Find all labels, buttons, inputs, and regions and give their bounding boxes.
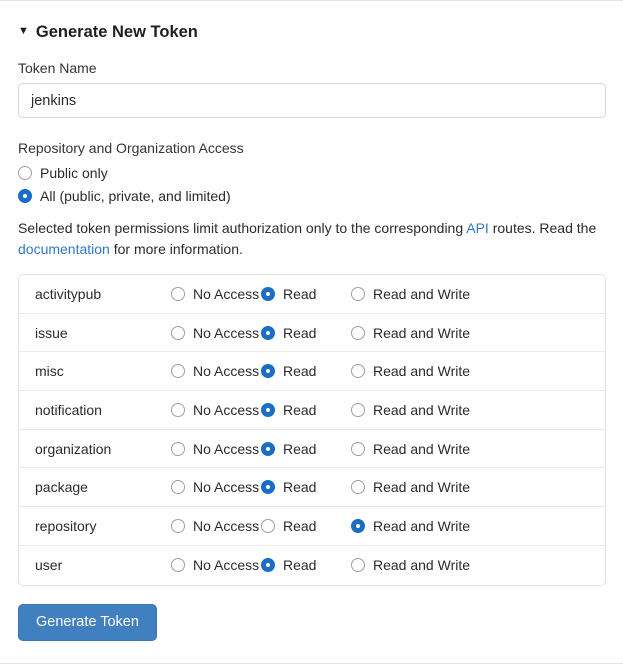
token-name-input[interactable] — [18, 83, 606, 118]
permission-option-label: Read — [283, 517, 317, 534]
radio-icon[interactable] — [171, 364, 185, 378]
permission-option-label: Read and Write — [373, 557, 471, 574]
token-name-label: Token Name — [18, 60, 97, 76]
permission-scope-name: notification — [35, 401, 102, 418]
permission-option-no-access[interactable] — [171, 441, 261, 457]
radio-icon-checked[interactable] — [351, 519, 365, 533]
permissions-table — [18, 274, 606, 586]
permission-option-label: No Access — [193, 363, 260, 380]
table-row — [19, 546, 605, 585]
radio-icon[interactable] — [351, 364, 365, 378]
chevron-down-icon[interactable]: ▼ — [18, 24, 29, 37]
permissions-note — [18, 218, 598, 260]
radio-icon[interactable] — [351, 558, 365, 572]
radio-icon-checked[interactable] — [261, 326, 275, 340]
page-title: Generate New Token — [35, 23, 198, 41]
permission-option-label: No Access — [193, 517, 260, 534]
permission-option-label: Read — [283, 557, 317, 574]
permission-option-label: Read and Write — [373, 440, 471, 457]
permission-option-label: No Access — [193, 401, 260, 418]
permission-option-read[interactable] — [261, 325, 351, 341]
generate-token-button[interactable]: Generate Token — [18, 604, 157, 641]
note-text-part2: routes. Read the — [488, 220, 597, 236]
permission-option-read-write[interactable] — [351, 325, 511, 341]
permission-option-label: Read — [283, 401, 317, 418]
radio-icon[interactable] — [171, 403, 185, 417]
permission-option-read[interactable] — [261, 363, 351, 379]
permission-scope-name: repository — [35, 517, 97, 534]
permission-option-label: Read and Write — [373, 517, 471, 534]
access-option-label: Public only — [40, 165, 108, 181]
permission-option-read[interactable] — [261, 518, 351, 534]
radio-icon-checked[interactable] — [261, 480, 275, 494]
note-text-part3: for more information. — [109, 241, 243, 257]
radio-icon[interactable] — [171, 287, 185, 301]
radio-icon-checked[interactable] — [261, 403, 275, 417]
access-option-public-only[interactable] — [18, 165, 606, 181]
radio-icon-checked[interactable] — [261, 287, 275, 301]
permission-option-label: Read and Write — [373, 285, 471, 302]
permission-option-no-access[interactable] — [171, 557, 261, 573]
permission-option-read[interactable] — [261, 557, 351, 573]
radio-icon-checked[interactable] — [261, 558, 275, 572]
permission-option-read[interactable] — [261, 286, 351, 302]
api-link[interactable]: API — [466, 220, 489, 236]
note-text-part1: Selected token permissions limit authorization only to the corresponding — [18, 220, 467, 236]
table-row — [19, 507, 605, 546]
permission-option-no-access[interactable] — [171, 518, 261, 534]
permission-option-read[interactable] — [261, 402, 351, 418]
panel-top-divider — [0, 0, 623, 1]
permission-option-label: Read and Write — [373, 324, 471, 341]
table-row — [19, 352, 605, 391]
radio-icon[interactable] — [171, 326, 185, 340]
permission-scope-name: misc — [35, 363, 64, 380]
permission-option-no-access[interactable] — [171, 479, 261, 495]
panel-content — [18, 22, 606, 641]
access-option-all[interactable] — [18, 188, 606, 204]
radio-icon[interactable] — [351, 287, 365, 301]
permission-option-read-write[interactable] — [351, 286, 511, 302]
permission-option-read-write[interactable] — [351, 363, 511, 379]
permission-option-label: No Access — [193, 440, 260, 457]
permission-option-read-write[interactable] — [351, 479, 511, 495]
access-label: Repository and Organization Access — [18, 140, 244, 156]
permission-option-read-write[interactable] — [351, 402, 511, 418]
permission-option-read-write[interactable] — [351, 557, 511, 573]
permission-option-label: Read — [283, 479, 317, 496]
table-row — [19, 391, 605, 430]
permission-option-label: Read — [283, 363, 317, 380]
table-row — [19, 430, 605, 469]
radio-icon-checked[interactable] — [18, 189, 32, 203]
radio-icon[interactable] — [351, 442, 365, 456]
permission-option-label: Read and Write — [373, 479, 471, 496]
permission-option-no-access[interactable] — [171, 286, 261, 302]
documentation-link[interactable]: documentation — [18, 241, 110, 257]
radio-icon[interactable] — [18, 166, 32, 180]
radio-icon[interactable] — [351, 480, 365, 494]
radio-icon[interactable] — [171, 558, 185, 572]
permission-option-label: Read — [283, 440, 317, 457]
radio-icon[interactable] — [171, 442, 185, 456]
radio-icon[interactable] — [171, 480, 185, 494]
table-row — [19, 468, 605, 507]
permission-option-label: Read and Write — [373, 363, 471, 380]
radio-icon[interactable] — [171, 519, 185, 533]
radio-icon-checked[interactable] — [261, 442, 275, 456]
access-option-label: All (public, private, and limited) — [40, 188, 231, 204]
radio-icon-checked[interactable] — [261, 364, 275, 378]
radio-icon[interactable] — [351, 403, 365, 417]
permission-option-label: No Access — [193, 479, 260, 496]
radio-icon[interactable] — [351, 326, 365, 340]
permission-option-read-write[interactable] — [351, 441, 511, 457]
permission-option-label: No Access — [193, 324, 260, 341]
section-header[interactable] — [18, 22, 606, 42]
permission-option-label: No Access — [193, 285, 260, 302]
permission-option-read[interactable] — [261, 479, 351, 495]
permission-option-read[interactable] — [261, 441, 351, 457]
permission-option-label: Read — [283, 324, 317, 341]
table-row — [19, 275, 605, 314]
permission-option-no-access[interactable] — [171, 363, 261, 379]
permission-scope-name: organization — [35, 440, 112, 457]
radio-icon[interactable] — [261, 519, 275, 533]
permission-scope-name: package — [35, 479, 88, 496]
permission-scope-name: user — [35, 557, 63, 574]
permission-option-no-access[interactable] — [171, 402, 261, 418]
permission-option-label: Read — [283, 285, 317, 302]
permission-scope-name: issue — [35, 324, 68, 341]
permission-option-label: Read and Write — [373, 401, 471, 418]
table-row — [19, 314, 605, 353]
permission-scope-name: activitypub — [35, 285, 102, 302]
permission-option-no-access[interactable] — [171, 325, 261, 341]
permission-option-label: No Access — [193, 557, 260, 574]
permission-option-read-write[interactable] — [351, 518, 511, 534]
